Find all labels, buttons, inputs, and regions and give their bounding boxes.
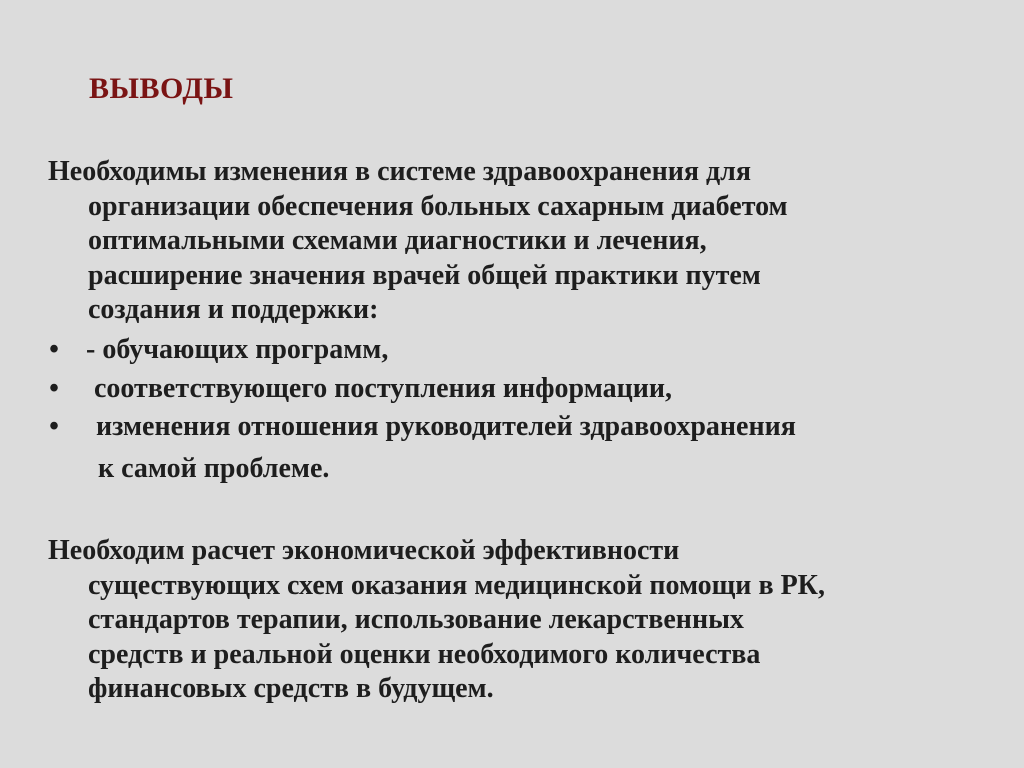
paragraph-line: оптимальными схемами диагностики и лечения, xyxy=(88,225,707,256)
paragraph-line: организации обеспечения больных сахарным диабетом xyxy=(88,190,788,222)
paragraph-healthcare-changes xyxy=(48,155,1008,328)
paragraph-line: расширение значения врачей общей практики путем xyxy=(88,259,761,291)
bullet-continuation: к самой проблеме. xyxy=(98,453,330,484)
paragraph-line: финансовых средств в будущем. xyxy=(88,673,494,704)
paragraph-economic-efficiency xyxy=(48,534,1008,707)
slide-title: ВЫВОДЫ xyxy=(89,72,234,105)
bullet-text: - обучающих программ, xyxy=(86,334,389,365)
bullet-text: соответствующего поступления информации, xyxy=(94,372,672,404)
bullet-item xyxy=(44,370,1004,409)
paragraph-line: стандартов терапии, использование лекарственных xyxy=(88,604,744,635)
paragraph-line: существующих схем оказания медицинской помощи в РК, xyxy=(88,569,825,601)
bullet-marker: • xyxy=(49,411,59,442)
paragraph-line: создания и поддержки: xyxy=(88,294,379,325)
bullet-list xyxy=(44,331,1004,447)
bullet-item xyxy=(44,331,1004,370)
bullet-item xyxy=(44,408,1004,447)
bullet-marker: • xyxy=(49,334,59,365)
bullet-text: изменения отношения руководителей здравоохранения xyxy=(96,411,796,442)
paragraph-line: средств и реальной оценки необходимого количества xyxy=(88,638,761,670)
paragraph-line: Необходим расчет экономической эффективности xyxy=(48,535,680,566)
bullet-marker: • xyxy=(49,372,59,404)
paragraph-line: Необходимы изменения в системе здравоохранения для xyxy=(48,156,752,187)
